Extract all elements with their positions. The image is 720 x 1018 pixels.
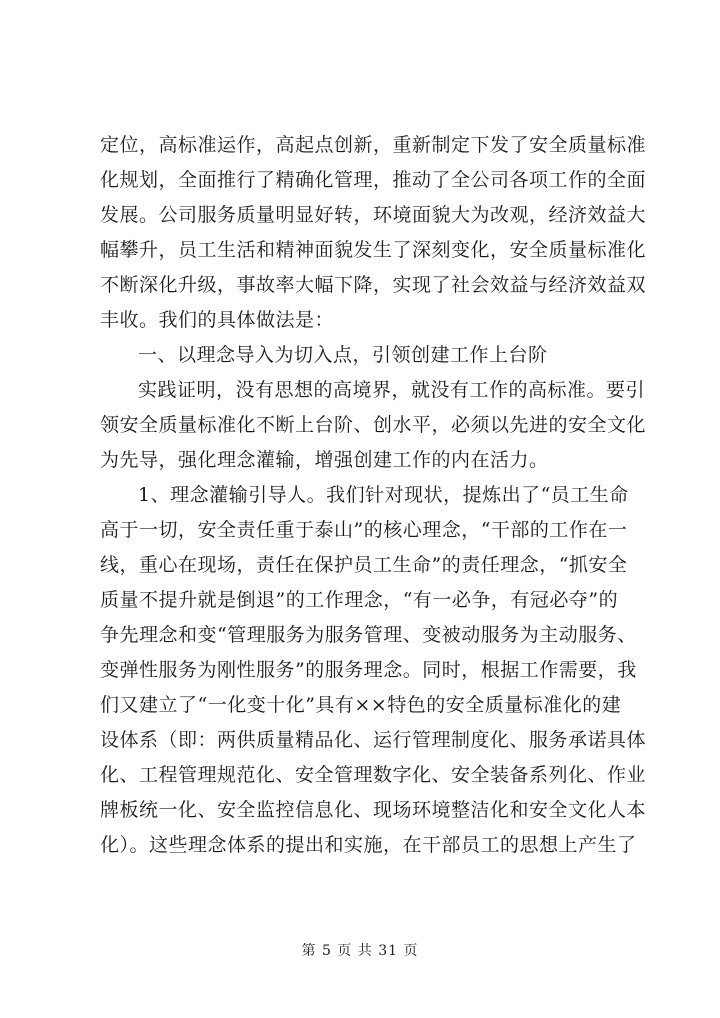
section-heading: 一、以理念导入为切入点，引领创建工作上台阶	[138, 344, 548, 366]
text-line: 设体系（即：两供质量精品化、运行管理制度化、服务承诺具体	[100, 729, 647, 751]
text-line: 牌板统一化、安全监控信息化、现场环境整洁化和安全文化人本	[100, 799, 647, 821]
text-line: 不断深化升级，事故率大幅下降，实现了社会效益与经济效益双	[100, 274, 647, 296]
text-line: 定位，高标准运作，高起点创新，重新制定下发了安全质量标准	[100, 134, 647, 156]
text-line: 质量不提升就是倒退”的工作理念，“有一必争，有冠必夺”的	[100, 589, 619, 611]
page-number-footer: 第 5 页 共 31 页	[301, 943, 419, 959]
text-line: 变弹性服务为刚性服务”的服务理念。同时，根据工作需要，我	[100, 659, 637, 681]
text-line: 幅攀升，员工生活和精神面貌发生了深刻变化，安全质量标准化	[100, 239, 647, 261]
text-line: 们又建立了“一化变十化”具有××特色的安全质量标准化的建	[100, 694, 622, 716]
text-line: 领安全质量标准化不断上台阶、创水平，必须以先进的安全文化	[100, 414, 647, 436]
text-line: 丰收。我们的具体做法是：	[100, 309, 335, 331]
text-line: 线，重心在现场，责任在保护员工生命”的责任理念，“抓安全	[100, 554, 628, 576]
text-line: 争先理念和变“管理服务为服务管理、变被动服务为主动服务、	[100, 624, 637, 646]
text-line: 1、理念灌输引导人。我们针对现状，提炼出了“员工生命	[138, 484, 629, 506]
text-line: 化规划，全面推行了精确化管理，推动了全公司各项工作的全面	[100, 169, 647, 191]
text-line: 化、工程管理规范化、安全管理数字化、安全装备系列化、作业	[100, 764, 647, 786]
text-line: 实践证明，没有思想的高境界，就没有工作的高标准。要引	[138, 379, 646, 401]
text-line: 为先导，强化理念灌输，增强创建工作的内在活力。	[100, 449, 549, 471]
text-line: 高于一切，安全责任重于泰山”的核心理念，“干部的工作在一	[100, 519, 628, 541]
text-line: 化）。这些理念体系的提出和实施，在干部员工的思想上产生了	[100, 834, 637, 856]
text-line: 发展。公司服务质量明显好转，环境面貌大为改观，经济效益大	[100, 204, 647, 226]
